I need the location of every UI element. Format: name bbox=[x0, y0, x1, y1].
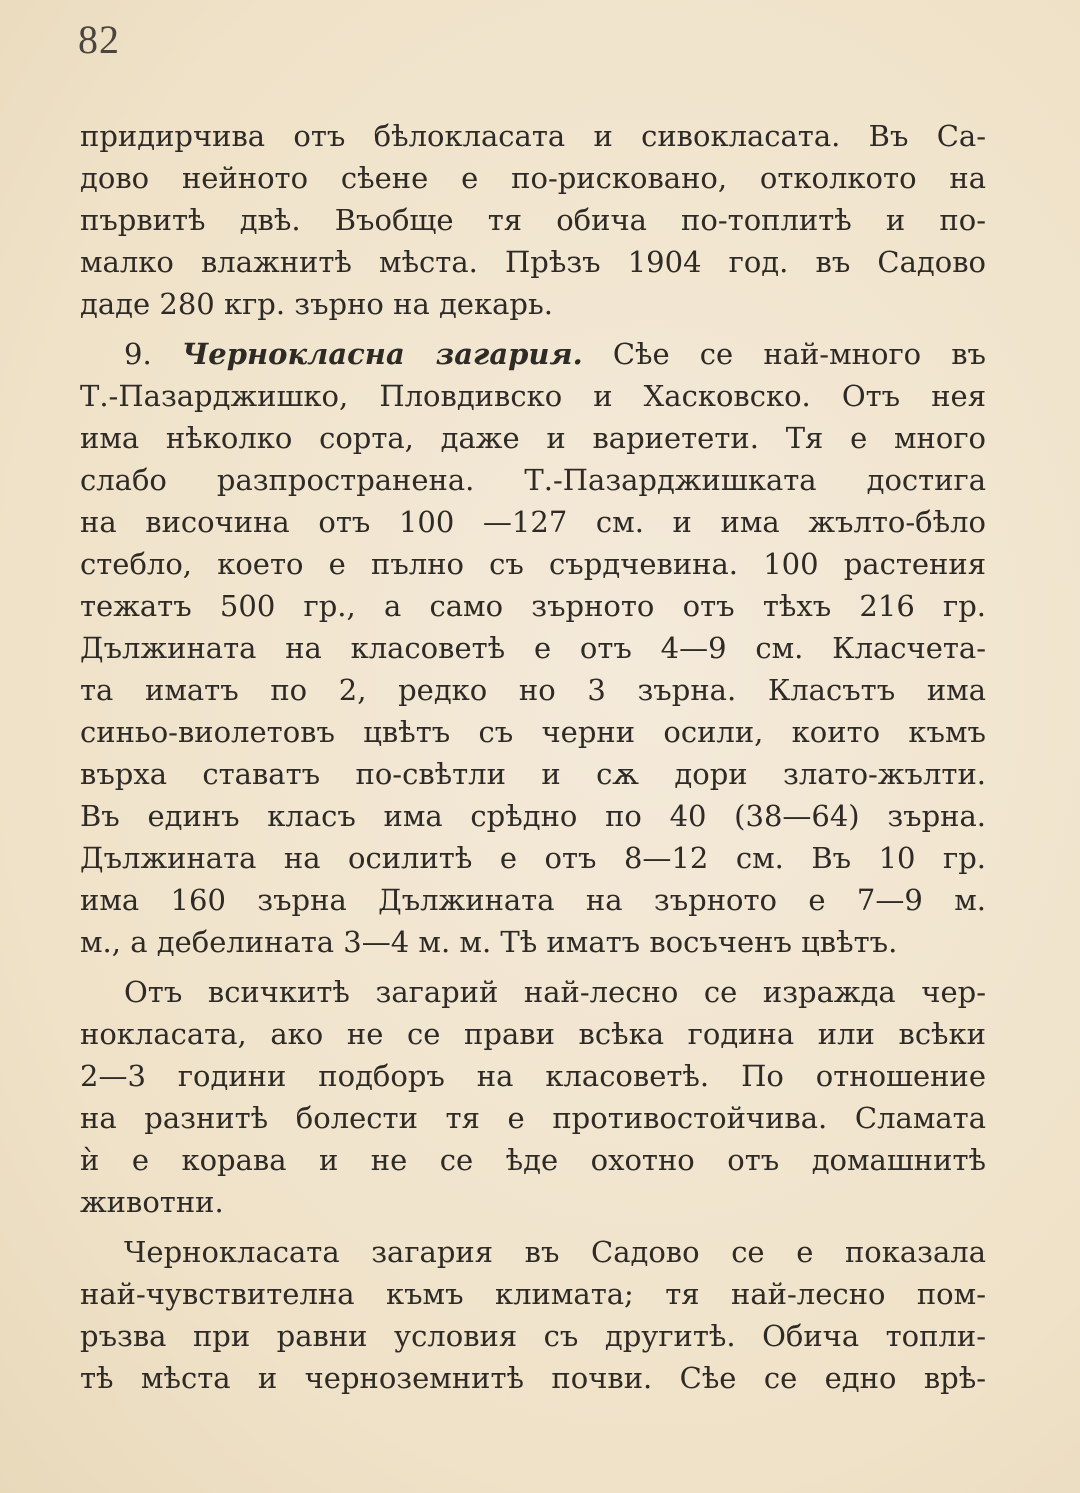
text-line: даде 280 кгр. зърно на декарь. bbox=[80, 287, 553, 321]
text-line: та иматъ по 2, редко но 3 зърна. Класътъ има bbox=[80, 673, 986, 707]
text-line: слабо разпространена. Т.-Пазарджишката достига bbox=[80, 463, 986, 497]
text-line: върха ставатъ по-свѣтли и сѫ дори злато-жълти. bbox=[80, 757, 986, 791]
text-line: ѝ е корава и не се ѣде охотно отъ домашнитѣ bbox=[80, 1143, 986, 1177]
text-line: животни. bbox=[80, 1185, 224, 1219]
variety-name: Чернокласна загария. bbox=[181, 337, 583, 371]
text-line: на разнитѣ болести тя е противостойчива. Сламата bbox=[80, 1101, 986, 1135]
paragraph-1 bbox=[80, 115, 986, 325]
text-line: синьо-виолетовъ цвѣтъ съ черни осили, които къмъ bbox=[80, 715, 986, 749]
text-line: малко влажнитѣ мѣста. Прѣзъ 1904 год. въ Садово bbox=[80, 245, 986, 279]
page-number: 82 bbox=[78, 17, 120, 62]
text-line: първитѣ двѣ. Въобще тя обича по-топлитѣ и по- bbox=[80, 203, 986, 237]
section-number: 9. bbox=[124, 337, 182, 371]
text-line: придирчива отъ бѣлокласата и сивокласата. Въ Са- bbox=[80, 119, 986, 153]
text-line-with-term bbox=[80, 333, 986, 375]
text-line: Дължината на класоветѣ е отъ 4—9 см. Класчета- bbox=[80, 631, 986, 665]
text-line: 2—3 години подборъ на класоветѣ. По отношение bbox=[80, 1059, 986, 1093]
text-line: Отъ всичкитѣ загарий най-лесно се изражда чер- bbox=[124, 975, 986, 1009]
text-line: тежатъ 500 гр., а само зърното отъ тѣхъ 216 гр. bbox=[80, 589, 986, 623]
text-line: има 160 зърна Дължината на зърното е 7—9 м. bbox=[80, 883, 986, 917]
text-line: Т.-Пазарджишко, Пловдивско и Хасковско. Отъ нея bbox=[80, 379, 986, 413]
text-line: Въ единъ класъ има срѣдно по 40 (38—64) зърна. bbox=[80, 799, 986, 833]
text-line: дово нейното сѣене е по-рисковано, отколкото на bbox=[80, 161, 986, 195]
text-line: тѣ мѣста и черноземнитѣ почви. Сѣе се едно врѣ- bbox=[80, 1361, 986, 1395]
text-line: Дължината на осилитѣ е отъ 8—12 см. Въ 10 гр. bbox=[80, 841, 986, 875]
paragraph-3 bbox=[80, 971, 986, 1223]
text-line: нокласата, ако не се прави всѣка година или всѣки bbox=[80, 1017, 986, 1051]
paragraph-4 bbox=[80, 1231, 986, 1399]
text-line: ръзва при равни условия съ другитѣ. Обича топли- bbox=[80, 1319, 986, 1353]
text-segment: Сѣе се най-много въ bbox=[582, 337, 987, 371]
text-line: на височина отъ 100 —127 см. и има жълто-бѣло bbox=[80, 505, 986, 539]
text-line: м., а дебелината 3—4 м. м. Тѣ иматъ восъченъ цвѣтъ. bbox=[80, 925, 898, 959]
text-line: има нѣколко сорта, даже и вариетети. Тя е много bbox=[80, 421, 986, 455]
text-line: Чернокласата загария въ Садово се е показала bbox=[124, 1235, 986, 1269]
text-line: най-чувствителна къмъ климата; тя най-лесно пом- bbox=[80, 1277, 986, 1311]
body-text bbox=[80, 115, 986, 1399]
text-line: стебло, което е пълно съ сърдчевина. 100 растения bbox=[80, 547, 986, 581]
paragraph-2 bbox=[80, 333, 986, 963]
